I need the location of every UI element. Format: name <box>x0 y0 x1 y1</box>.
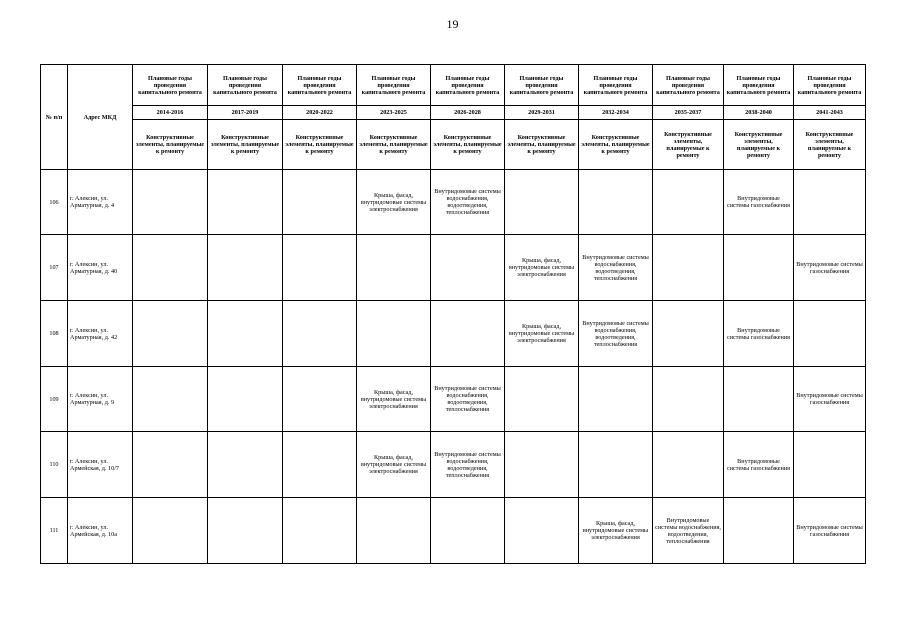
header-years: 2032-2034 <box>579 106 653 120</box>
repair-cell <box>653 301 724 367</box>
header-period-title: Плановые годы проведения капитального ремонта <box>208 65 283 106</box>
row-address: г. Алексин, ул. Арматурная, д. 40 <box>68 235 133 301</box>
repair-cell <box>653 170 724 235</box>
repair-cell <box>505 432 579 498</box>
row-number: 109 <box>41 367 68 432</box>
repair-cell: Внутридомовые системы водоснабжения, водоотведения, теплоснабжения <box>431 367 505 432</box>
repair-cell <box>505 170 579 235</box>
table-row <box>41 432 866 498</box>
header-period-title: Плановые годы проведения капитального ремонта <box>133 65 208 106</box>
repair-cell <box>133 367 208 432</box>
repair-cell: Внутридомовые системы газоснабжения <box>794 498 866 564</box>
header-period-title: Плановые годы проведения капитального ремонта <box>505 65 579 106</box>
repair-cell <box>208 301 283 367</box>
repair-cell: Крыша, фасад, внутридомовые системы электроснабжения <box>357 170 431 235</box>
repair-cell <box>794 432 866 498</box>
header-period-title: Плановые годы проведения капитального ремонта <box>579 65 653 106</box>
table-row <box>41 498 866 564</box>
repair-cell <box>579 170 653 235</box>
repair-cell <box>794 301 866 367</box>
repair-cell: Внутридомовые системы газоснабжения <box>724 432 794 498</box>
table-row <box>41 170 866 235</box>
header-years: 2026-2028 <box>431 106 505 120</box>
repair-cell: Внутридомовые системы газоснабжения <box>794 367 866 432</box>
header-row-elements <box>41 120 866 170</box>
table-row <box>41 301 866 367</box>
header-elements: Конструктивные элементы, планируемые к ремонту <box>653 120 724 170</box>
repair-cell <box>357 498 431 564</box>
repair-cell: Крыша, фасад, внутридомовые системы электроснабжения <box>357 367 431 432</box>
table-row <box>41 367 866 432</box>
repair-cell <box>208 498 283 564</box>
repair-cell <box>208 170 283 235</box>
header-period-title: Плановые годы проведения капитального ремонта <box>724 65 794 106</box>
repair-cell <box>579 432 653 498</box>
header-years: 2017-2019 <box>208 106 283 120</box>
repair-cell <box>283 301 357 367</box>
repair-cell: Крыша, фасад, внутридомовые системы электроснабжения <box>357 432 431 498</box>
header-address: Адрес МКД <box>68 65 133 170</box>
repair-cell: Крыша, фасад, внутридомовые системы электроснабжения <box>579 498 653 564</box>
header-years: 2020-2022 <box>283 106 357 120</box>
row-address: г. Алексин, ул. Арматурная, д. 9 <box>68 367 133 432</box>
repair-cell <box>133 235 208 301</box>
repair-cell: Внутридомовые системы водоснабжения, водоотведения, теплоснабжения <box>431 170 505 235</box>
table-row <box>41 235 866 301</box>
header-row-titles <box>41 65 866 106</box>
repair-cell <box>208 367 283 432</box>
repair-cell: Внутридомовые системы газоснабжения <box>794 235 866 301</box>
repair-cell <box>133 432 208 498</box>
header-period-title: Плановые годы проведения капитального ремонта <box>794 65 866 106</box>
repair-cell <box>133 301 208 367</box>
header-period-title: Плановые годы проведения капитального ремонта <box>357 65 431 106</box>
header-elements: Конструктивные элементы, планируемые к ремонту <box>794 120 866 170</box>
header-elements: Конструктивные элементы, планируемые к ремонту <box>283 120 357 170</box>
row-number: 106 <box>41 170 68 235</box>
header-elements: Конструктивные элементы, планируемые к ремонту <box>357 120 431 170</box>
header-years: 2029-2031 <box>505 106 579 120</box>
row-number: 107 <box>41 235 68 301</box>
header-period-title: Плановые годы проведения капитального ремонта <box>653 65 724 106</box>
repair-cell <box>505 498 579 564</box>
header-elements: Конструктивные элементы, планируемые к ремонту <box>208 120 283 170</box>
repair-cell <box>283 498 357 564</box>
row-number: 110 <box>41 432 68 498</box>
header-elements: Конструктивные элементы, планируемые к ремонту <box>133 120 208 170</box>
header-years: 2041-2043 <box>794 106 866 120</box>
repair-cell <box>283 432 357 498</box>
header-period-title: Плановые годы проведения капитального ремонта <box>431 65 505 106</box>
header-elements: Конструктивные элементы, планируемые к ремонту <box>431 120 505 170</box>
repair-cell: Внутридомовые системы водоснабжения, водоотведения, теплоснабжения <box>579 301 653 367</box>
repair-cell <box>208 432 283 498</box>
repair-cell: Внутридомовые системы газоснабжения <box>724 301 794 367</box>
header-elements: Конструктивные элементы, планируемые к ремонту <box>579 120 653 170</box>
repair-cell <box>505 367 579 432</box>
repair-cell <box>357 235 431 301</box>
row-number: 111 <box>41 498 68 564</box>
repair-cell: Внутридомовые системы водоснабжения, водоотведения, теплоснабжения <box>431 432 505 498</box>
repair-cell <box>283 235 357 301</box>
row-address: г. Алексин, ул. Армейская, д. 10а <box>68 498 133 564</box>
page-number: 19 <box>446 17 459 31</box>
header-years: 2014-2016 <box>133 106 208 120</box>
repair-cell: Крыша, фасад, внутридомовые системы электроснабжения <box>505 235 579 301</box>
repair-cell <box>724 367 794 432</box>
repair-cell <box>431 235 505 301</box>
repair-cell <box>724 235 794 301</box>
row-number: 108 <box>41 301 68 367</box>
repair-cell <box>133 498 208 564</box>
header-elements: Конструктивные элементы, планируемые к ремонту <box>724 120 794 170</box>
repair-cell <box>579 367 653 432</box>
repair-cell: Крыша, фасад, внутридомовые системы электроснабжения <box>505 301 579 367</box>
repair-cell <box>653 235 724 301</box>
repair-cell <box>208 235 283 301</box>
header-years: 2038-2040 <box>724 106 794 120</box>
repair-cell: Внутридомовые системы водоснабжения, водоотведения, теплоснабжения <box>653 498 724 564</box>
repair-cell <box>431 301 505 367</box>
repair-cell <box>357 301 431 367</box>
capital-repair-schedule-table <box>40 64 866 564</box>
header-row-years <box>41 106 866 120</box>
header-years: 2035-2037 <box>653 106 724 120</box>
row-address: г. Алексин, ул. Арматурная, д. 4 <box>68 170 133 235</box>
header-elements: Конструктивные элементы, планируемые к ремонту <box>505 120 579 170</box>
repair-cell <box>283 367 357 432</box>
header-num: № п/п <box>41 65 68 170</box>
row-address: г. Алексин, ул. Арматурная, д. 42 <box>68 301 133 367</box>
repair-cell <box>133 170 208 235</box>
header-period-title: Плановые годы проведения капитального ремонта <box>283 65 357 106</box>
repair-cell <box>724 498 794 564</box>
repair-cell <box>653 432 724 498</box>
repair-cell <box>794 170 866 235</box>
repair-cell: Внутридомовые системы газоснабжения <box>724 170 794 235</box>
repair-cell <box>653 367 724 432</box>
row-address: г. Алексин, ул. Армейская, д. 10/7 <box>68 432 133 498</box>
repair-cell: Внутридомовые системы водоснабжения, водоотведения, теплоснабжения <box>579 235 653 301</box>
header-years: 2023-2025 <box>357 106 431 120</box>
repair-cell <box>283 170 357 235</box>
repair-cell <box>431 498 505 564</box>
